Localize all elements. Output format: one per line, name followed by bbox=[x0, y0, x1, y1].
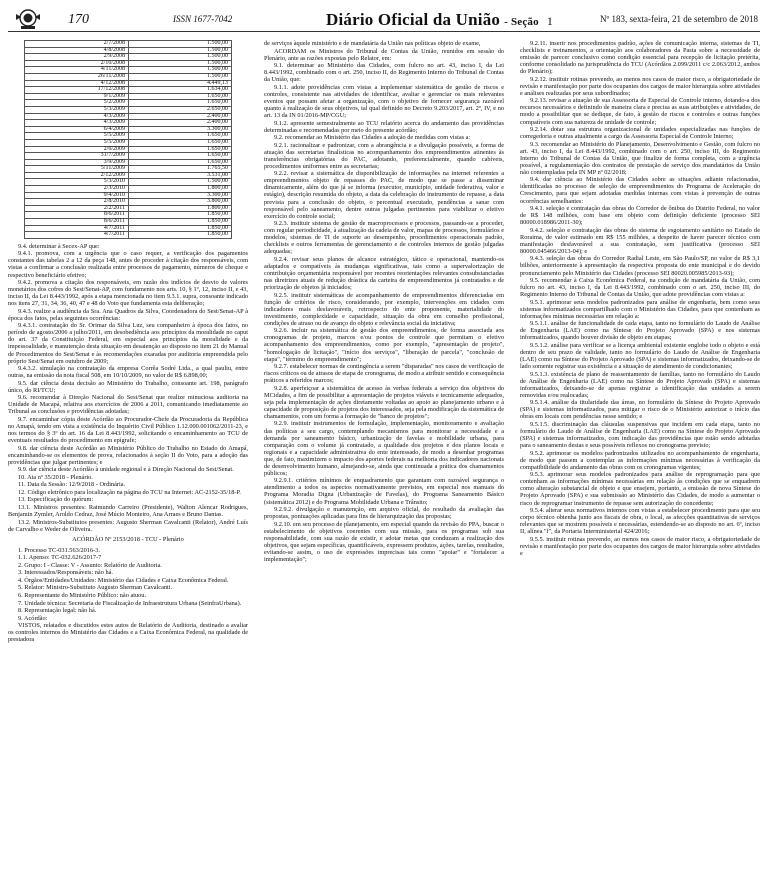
paragraph: 9.5.5. instituir rotinas prevendo, ao menos nos casos de maior risco, a obrigatoriedade de revisão e manifestação por parte dos ocupantes dos cargos de maior hierarquia sobre atividades e bbox=[520, 535, 760, 557]
payment-date: 4/11/2008 bbox=[25, 67, 129, 74]
paragraph: 9.2.9.1. critérios mínimos de enquadramento que garantam com razoável segurança o atendimento a todos os aspectos normativamente previstos, em especial nos manuais do Programa Moradia Digna (Urbanização de Favelas), do Programa Saneamento Básico (sistemática 2012) e do Programa Mobilidade Urbana e Trânsito; bbox=[264, 477, 504, 506]
table-row bbox=[25, 212, 232, 219]
table-row bbox=[25, 199, 232, 206]
paragraph: 9.2.3. instituir sistema de gestão de macroprocessos e processos, passando-se a proceder, com regular periodicidade, à atualização da cadeia de valor, mapas de processos, formulários e modelos, sistemas de TI de suporte ao desempenho, procedimentos operacionais padrão, checklists e outros ferramentas de gerenciamento e de controles internos de gestão julgadas adequadas; bbox=[264, 220, 504, 256]
paragraph: 3. Interessados/Responsáveis: não há. bbox=[18, 569, 113, 577]
paragraph: 9.1.1. adote providências com vistas a implementar sistemática de gestão de riscos e controles, consistente nas atividades de identificar, avaliar e gerenciar os mais relevantes eventos que possam afetar a organização, com o objetivo de fornecer segurança razoável quanto à realização de seus objetivos, tal qual definido no Decreto 9.203/2017, art. 2º, IV, e no art. 13 da IN 01/2016-MP/CGU; bbox=[264, 83, 504, 119]
paragraph: 9.2.10. em seu processo de planejamento, em especial quando da revisão do PPA, buscar o estabelecimento de objetivos coerentes com sua missão, para os programas sob sua responsabilidade, com sua razão de existir, e adotar metas que conduzam a realização dos objetivos, que sejam específicas, quantificáveis, expressem produtos, ações, tarefas, resultados, evitando-se assim, o uso de expressões imprecisas tais como "apoiar" e "fortalecer a implementação"; bbox=[264, 520, 504, 563]
table-row bbox=[25, 67, 232, 74]
payment-date: 5/3/2009 bbox=[25, 106, 129, 113]
paragraph: 9.3. recomendar ao Ministério do Planejamento, Desenvolvimento e Gestão, com fulcro no art. 43, inciso I, da Lei 8.443/1992, combinado com o art. 250, inciso III, do Regimento Interno do Tribunal de Contas da União, que finalize de forma completa, com a urgência possível, a regulamentação dos contratos de prestação de serviço dos mandatários da União não contempladas pela IN MP nº 02/2018; bbox=[520, 140, 760, 176]
payment-date: 5/5/2009 bbox=[25, 133, 129, 140]
paragraph: 7. Unidade técnica: Secretaria de Fiscalização de Infraestrutura Urbana (SeinfraUrbana). bbox=[18, 599, 242, 607]
newspaper-title bbox=[326, 10, 553, 30]
paragraph: 9.5.4. alterar seus normativos internos com vistas a estabelecer procedimento para que seu corpo técnico obtenha junto aos fiscais de obra, o local, as afecções quantitativas de serviços relevantes que se mostrem possíveis e necessárias, estendendo-se ao disposto no art. 6º, inciso II, alínea "f", da Portaria Interministerial 424/2016; bbox=[520, 507, 760, 536]
paragraph: 9.1. determinar ao Ministério das Cidades, com fulcro no art. 43, inciso I, da Lei 8.443/1992, combinado com o art. 250, inciso II, do Regimento Interno do Tribunal de Contas da União, que: bbox=[264, 62, 504, 84]
paragraph: 8. Representação legal: não há. bbox=[18, 607, 97, 615]
table-row bbox=[25, 166, 232, 173]
paragraph: 9.2.13. revisar a atuação de sua Assessoria de Especial de Controle interno, dotando-a dos recursos necessários e definindo de maneira clara e precisa as suas atribuições e atividades, de modo a possibilitar que se dedique, de fato, à gestão de riscos e controles e outras funções compatíveis com sua natureza de unidade de controle; bbox=[520, 97, 760, 126]
table-row bbox=[25, 159, 232, 166]
table-row bbox=[25, 80, 232, 87]
paragraph: 9.4.3. realize a audiência da Sra. Ana Quadros da Silva, Coordenadora do Sest/Senat-AP à época dos fatos, pelas seguintes ocorrências: bbox=[8, 307, 248, 322]
section-number: 1 bbox=[546, 14, 554, 28]
paragraph: 9.2.11. inserir nos procedimentos padrão, ações de comunicação interna, sistemas de TI, checklists e treinamentos, a orientação aos colaboradores da Pasta sobre a necessidade de emissão de parecer conclusivo como condição essencial para recepção de licitação pretérita, conforme consolidado na jurisprudência do TCU (Acórdãos 2.099/2011 c/c 2.063/2012, ambos do Plenário); bbox=[520, 40, 760, 76]
paragraph: ACORDAM os Ministros do Tribunal de Contas da União, reunidos em sessão do Plenário, ante as razões expostas pelo Relator, em: bbox=[264, 47, 504, 62]
payment-date: 2/12/2009 bbox=[25, 172, 129, 179]
payment-date: 9/1/2009 bbox=[25, 93, 129, 100]
payment-value: 2.400,00 bbox=[129, 113, 232, 120]
col1-paragraphs bbox=[8, 243, 248, 533]
paragraph: 6. Representante do Ministério Público: não atuou. bbox=[18, 592, 147, 600]
payment-value: 1.850,00 bbox=[129, 219, 232, 226]
table-row bbox=[25, 133, 232, 140]
payment-value: 3.531,00 bbox=[129, 172, 232, 179]
page-header bbox=[8, 8, 760, 32]
payment-date: 17/12/2008 bbox=[25, 87, 129, 94]
paragraph: 9.5.1.2. análise para verificar se a licença ambiental existente englobe todo o objeto e está dentro de seu prazo de validade, tanto no formulário do Laudo de Análise de Engenharia (LAE) como na Síntese do Projeto Aprovado (SPA) e sistemas informatizados, deixando-se de lado somente registrar sua existência e a situação de atendimento de condicionantes; bbox=[520, 341, 760, 371]
payment-value: 1.850,00 bbox=[129, 225, 232, 232]
payment-value: 2.650,00 bbox=[129, 106, 232, 113]
payment-date: 2/2/2011 bbox=[25, 205, 129, 212]
payment-date: 6/4/2009 bbox=[25, 126, 129, 133]
paragraph: 9.2. recomendar ao Ministério das Cidades a adoção de medidas com vistas a: bbox=[274, 134, 471, 142]
payment-value: 4.449,13 bbox=[129, 80, 232, 87]
paragraph: 9.4.2. seleção e contratação das obras do sistema de esgotamento sanitário no Estado de Roraima, de valor estimado em R$ 155 milhões, a despeito de haver parecer técnico com manifestação desfavorável a sua contratação, sem justificativa (processo SEI 80000.045466/2013-04); e bbox=[520, 226, 760, 255]
paragraph: 9.5. dar ciência desta decisão ao Ministério do Trabalho, consoante art. 198, parágrafo único, do RI/TCU; bbox=[8, 379, 248, 394]
column-1 bbox=[8, 40, 248, 874]
payment-value: 1.500,00 bbox=[129, 47, 232, 54]
paragraph: 9.5.1.3. existência de plano de reassentamento de famílias, tanto no formulário do Laudo de Análise de Engenharia (LAE) como na Síntese do Projeto Aprovado (SPA) e sistemas informatizados, deixando-se de apenas registrar a identificação das unidades a serem removidas e/ou realocadas; bbox=[520, 370, 760, 399]
paragraph: 9.4.2. promova a citação dos responsáveis, em razão dos indícios de desvio de valores monetários dos cofres do Sest/Senat-AP, com fundamento nos arts. 10, § 1º, 12, inciso II, e 43, inciso II, da Lei 8.443/1992, após a etapa mencionada no item 9.3.1. supra, consoante indicado nos itens 27, 31, 34, 36, 40, 47 e 48 do Voto que fundamenta esta deliberação; bbox=[8, 279, 248, 308]
paragraph: 2. Grupo: I - Classe: V - Assunto: Relatório de Auditoria. bbox=[18, 561, 162, 569]
table-row bbox=[25, 186, 232, 193]
table-row bbox=[25, 172, 232, 179]
payment-value: 1.500,00 bbox=[129, 54, 232, 61]
payment-value: 1.500,00 bbox=[129, 41, 232, 48]
table-row bbox=[25, 87, 232, 94]
page-number: 170 bbox=[68, 12, 89, 27]
paragraph: 9.5.3. aprimorar seus modelos padronizados para análise de reprogramação para que contenham as informações mínimas necessárias em relação às condições que se enquadrem como alteração substancial de objeto e que ensejem, portanto, a emissão de nova Síntese do Projeto Aprovado (SPA) e sua submissão ao Ministério das Cidades, de modo a aumentar o risco de reprogramar instrumento de repasse sem autorização do concedente; bbox=[520, 471, 760, 507]
payment-date: 2/6/2009 bbox=[25, 146, 129, 153]
table-row bbox=[25, 225, 232, 232]
paragraph: 9.4. dar ciência ao Ministério das Cidades sobre as situações adiante relacionadas, identificadas no processo de seleção de empreendimentos do Programa de Aceleração do Crescimento, para que sejam adotadas medidas internas com vistas à prevenção de outras ocorrências semelhantes: bbox=[520, 176, 760, 205]
issn-label: ISSN 1677-7042 bbox=[173, 14, 233, 24]
payment-date: 2/8/2010 bbox=[25, 199, 129, 206]
paragraph: 9.5. recomendar à Caixa Econômica Federal, na condição de mandatária da União, com fulcro no art. 43, inciso I, da Lei 8.443/1992, combinado com o art. 250, inciso III, do Regimento Interno do Tribunal de Contas da União, que adote providências com vistas a: bbox=[520, 277, 760, 299]
payment-date: 2/10/2008 bbox=[25, 60, 129, 67]
paragraph: 9.4. determinar à Secex-AP que: bbox=[18, 242, 100, 250]
payment-value: 1.650,00 bbox=[129, 133, 232, 140]
table-row bbox=[25, 146, 232, 153]
payment-value: 2.400,00 bbox=[129, 120, 232, 127]
paragraph: 1.1. Apenso: TC-032.626/2017-7 bbox=[18, 554, 102, 562]
table-row bbox=[25, 139, 232, 146]
payment-date: 2/7/2008 bbox=[25, 41, 129, 48]
payment-date: 3/9/2009 bbox=[25, 159, 129, 166]
payment-value: 1.650,00 bbox=[129, 153, 232, 160]
paragraph: 9.5.2. aprimorar os modelos padronizados utilizados no acompanhamento de engenharia, de modo que passem a contemplar as informações mínimas necessárias à verificação da compatibilidade do andamento das obras com os cronogramas vigentes; bbox=[520, 449, 760, 471]
payment-date: 4/3/2009 bbox=[25, 120, 129, 127]
paragraph: 9.5.1. aprimorar seus modelos padronizados para análise de engenharia, bem como seus sistemas informatizados compartilhado com o Ministério das Cidades, para que contenham as informações mínimas necessárias em relação a: bbox=[520, 298, 760, 320]
table-row bbox=[25, 54, 232, 61]
paragraph: 9.4.3.1. contratação do Sr. Orimar da Silva Luz, seu companheiro à época dos fatos, no período de agosto/2006 a julho/2011, em desobediência aos princípios da moralidade no caput do art. 37 da Constituição Federal, em especial aos princípios da moralidade e da impessoalidade, e manutenção desta situação em desatenção ao disposto no item 21 do Manual de Procedimentos do Sest/Senat e às recomendações exaradas por auditoria empreendida pelo próprio Sest/Senat em outubro de 2009; bbox=[8, 322, 248, 365]
section-label: - Seção bbox=[504, 16, 539, 28]
payment-value: 1.850,00 bbox=[129, 212, 232, 219]
payment-value: 1.800,00 bbox=[129, 186, 232, 193]
payment-date: 8/6/2011 bbox=[25, 212, 129, 219]
paragraph: 9.5.1.1. análise de funcionalidade de cada etapa, tanto no formulário do Laudo de Análise de Engenharia (LAE) como na Síntese do Projeto Aprovado (SPA) e nos sistemas informatizados, quando houver divisão de objeto em etapas; bbox=[520, 320, 760, 342]
paragraph: 9.7. encaminhar cópia deste Acórdão ao Procurador-Chefe da Procuradoria da República no Amapá, tendo em vista a existência do Inquérito Civil Público 1.12.000.001062/2011-23, e nos termos do § 3º do art. 16 da Lei 8.443/1992, solicitando o encaminhamento ao TCU de eventuais resultados do procedimento em epígrafe; bbox=[8, 415, 248, 445]
table-row bbox=[25, 179, 232, 186]
table-row bbox=[25, 106, 232, 113]
paragraph: 9.2.14. dotar sua estrutura organizacional de unidades especializadas nas funções de corregedoria e outras atualmente a cargo da Assessoria Especial de Controle Interno; bbox=[520, 126, 760, 141]
paragraph: 12. Código eletrônico para localização na página do TCU na Internet: AC-2152-35/18-P. bbox=[18, 488, 241, 496]
paragraph: 9.4.1. promova, com a urgência que o caso requer, a verificação dos pagamentos constantes das tabelas 2 a 12 da peça 148, antes de proceder à citação dos responsáveis, com vistas a confirmar a conclusão realizada entre processos de pagamento, números de cheque e respectivo beneficiário efetivo; bbox=[8, 250, 248, 279]
payment-date: 4/7/2011 bbox=[25, 225, 129, 232]
payment-value: 1.500,00 bbox=[129, 67, 232, 74]
paragraph: 9.2.6. incluir na sistemática de gestão dos empreendimentos, de forma associada aos cronogramas de projeto, marcos e/ou pontos de controle que permitam o efetivo acompanhamento dos empreendimentos, como por exemplo, "apresentação de projeto", "homologação de licitação", "início dos serviços", "liberação de parcela", "conclusão de etapa", "término do empreendimento"; bbox=[264, 327, 504, 363]
acordao-title: ACÓRDÃO Nº 2153/2018 - TCU - Plenário bbox=[72, 536, 184, 544]
payment-date: 2/3/2010 bbox=[25, 186, 129, 193]
payment-value: 1.500,00 bbox=[129, 60, 232, 67]
paragraph: 9.2.7. estabelecer normas de contingência a serem "disparadas" nos casos de verificação de riscos críticos ou de atrasos de etapa de cronograma, de modo a atribuir sentido e consequência práticos a referidos marcos; bbox=[264, 363, 504, 385]
table-row bbox=[25, 41, 232, 48]
paragraph: 9.9. dar ciência deste Acórdão à unidade regional e à Direção Nacional do Sest/Senat. bbox=[18, 466, 234, 474]
paragraph: 9.4.1. seleção e contratação das obras do Corredor de ônibus do Distrito Federal, no valor de R$ 148 milhões, com base em objeto com definição deficiente (processo SEI 80000.018986/2011-30); bbox=[520, 205, 760, 227]
table-row bbox=[25, 232, 232, 239]
payment-date: 5/3/2010 bbox=[25, 179, 129, 186]
paragraph: 9.6. recomendar à Direção Nacional do Sest/Senat que realize minuciosa auditoria na Unidade de Macapá, relativa aos exercícios de 2006 a 2011, comunicando imediatamente ao Tribunal as conclusões e providências adotadas; bbox=[8, 394, 248, 416]
payment-value: 1.500,00 bbox=[129, 73, 232, 80]
payment-date: 26/11/2008 bbox=[25, 73, 129, 80]
paragraph: 11. Data da Sessão: 12/9/2018 - Ordinária. bbox=[18, 481, 126, 489]
payment-value: 1.800,00 bbox=[129, 205, 232, 212]
table-row bbox=[25, 113, 232, 120]
paragraph: 9.2.9.2. divulgação e manutenção, em arquivo oficial, do resultado da avaliação das propostas, pontuações aplicadas para fins de hierarquização das propostas; bbox=[264, 506, 504, 521]
table-row bbox=[25, 120, 232, 127]
paragraph: 10. Ata nº 35/2018 - Plenário. bbox=[18, 473, 93, 481]
table-row bbox=[25, 47, 232, 54]
paragraph: VISTOS, relatados e discutidos estes autos de Relatório de Auditoria, destinado a avaliar os controles internos do Ministério das Cidades e a Caixa Econômica Federal, na qualidade de prestadora bbox=[8, 622, 248, 644]
payment-value: 3.300,00 bbox=[129, 126, 232, 133]
column-3 bbox=[520, 40, 760, 874]
paragraph: 9.2.2. revisar a sistemática de disponibilização de informações na internet referentes a empreendimentos objeto de repasses do PAC, de modo que se passe a disseminar dinamicamente, além do que já se informa (executor, município, unidade federativa, valor e estágio), descrição resumida do objeto, a data da celebração do instrumento de repasse, a data prevista para a conclusão do objeto, o percentual executado, pendências a sanar com responsável pelo saneamento, dentre outras julgadas pertinentes para viabilizar o efetivo exercício do controle social; bbox=[264, 170, 504, 220]
payment-value: 1.850,00 bbox=[129, 232, 232, 239]
table-row bbox=[25, 100, 232, 107]
paragraph: 5. Relator: Ministro-Substituto Augusto Sherman Cavalcanti. bbox=[18, 584, 173, 592]
payment-date: 31/7/2009 bbox=[25, 153, 129, 160]
payment-value: 1.634,00 bbox=[129, 87, 232, 94]
payment-value: 1.650,00 bbox=[129, 100, 232, 107]
payment-date: 2/9/2008 bbox=[25, 54, 129, 61]
payment-date: 5/2/2009 bbox=[25, 100, 129, 107]
payments-table bbox=[24, 40, 232, 239]
paragraph: 1. Processo TC-031.563/2016-3. bbox=[18, 546, 100, 554]
payment-value: 3.800,00 bbox=[129, 199, 232, 206]
payment-value: 3.300,00 bbox=[129, 192, 232, 199]
payment-date: 4/3/2009 bbox=[25, 113, 129, 120]
paragraph: 13. Especificação do quórum: bbox=[18, 496, 94, 504]
paragraph: 9.4.3.2. simulação na contratação da empresa Corrêa Sodré Ltda., a qual pauliu, entre outras, na emissão da nota fiscal 508, em 10/10/2009, no valor de R$ 6.898,00; bbox=[8, 365, 248, 380]
column-2 bbox=[264, 40, 504, 874]
paragraph: 9.2.5. instituir sistemáticas de acompanhamento de empreendimentos diferenciadas em função de critérios de risco, considerando, por exemplo, intervenções em cidades com indicadores mais desfavoráveis, retrospecto do ente proponente, materialidade do investimento, complexidade e capacidade, situação da obra em conselho profissional, condições de atraso ou de avanço do objeto e relevância social da iniciativa; bbox=[264, 291, 504, 327]
payment-date: 9/4/2010 bbox=[25, 192, 129, 199]
paragraph: 9. Acórdão: bbox=[18, 614, 48, 622]
payment-value: 1.650,00 bbox=[129, 139, 232, 146]
payment-date: 5/5/2009 bbox=[25, 139, 129, 146]
table-row bbox=[25, 60, 232, 67]
paragraph: 9.4.3. seleção das obras do Corredor Radial Leste, em São Paulo/SP, no valor de R$ 3,1 bilhões, anteriormente à apresentação da respectiva proposta do ente municipal e do devido pronunciamento pelo Ministério das Cidades (processo SEI 80020.005985/2013-93); bbox=[520, 255, 760, 277]
paragraph: 13.1. Ministros presentes: Raimundo Carreiro (Presidente), Walton Alencar Rodrigues, Benjamin Zymler, Aroldo Cedraz, José Múcio Monteiro, Ana Arraes e Bruno Dantas. bbox=[8, 504, 248, 519]
col3-paragraphs bbox=[520, 40, 760, 557]
title-text: Diário Oficial da União bbox=[326, 10, 501, 29]
col2-paragraphs bbox=[264, 40, 504, 563]
table-row bbox=[25, 73, 232, 80]
table-row bbox=[25, 192, 232, 199]
payment-date: 5/11/2009 bbox=[25, 166, 129, 173]
coat-of-arms-icon bbox=[12, 8, 44, 30]
payment-value: 1.765,50 bbox=[129, 166, 232, 173]
payment-value: 1.500,00 bbox=[129, 179, 232, 186]
col1b-paragraphs bbox=[8, 547, 248, 644]
paragraph: 9.5.1.5. discriminação das cláusulas suspensivas que incidem em cada etapa, tanto no formulário do Laudo de Análise de Engenharia (LAE) como na Síntese do Projeto Aprovado (SPA) e sistemas informatizados, com indicação das providências que estão sendo adotadas para o saneamento destas e seus possíveis reflexos no cronograma previsto; bbox=[520, 420, 760, 450]
payment-date: 8/6/2011 bbox=[25, 219, 129, 226]
paragraph: 9.2.4. revisar seus planos de alcance estratégico, tático e operacional, mantendo-os adaptados e compatíveis às mudanças significativas, tais como a supervalorização de contribuição orçamentária responsável por recentes reorientações relevantes consubstanciadas nas diretrizes atuais de redução drástica da carteira de empreendimentos já contratados e de priorização de objetos já iniciados; bbox=[264, 255, 504, 292]
table-row bbox=[25, 126, 232, 133]
payment-date: 4/8/2008 bbox=[25, 47, 129, 54]
payment-value: 1.650,00 bbox=[129, 146, 232, 153]
table-row bbox=[25, 205, 232, 212]
paragraph: 9.5.1.4. análise da titularidade das áreas, no formulário da Síntese do Projeto Aprovado (SPA) e sistemas informatizados, para mitigar o risco de o Ministério autorizar o início das obras em locais com pendências nesse sentido; e bbox=[520, 399, 760, 421]
paragraph: 9.2.8. aperfeiçoar a sistemática de acesso às verbas federais a serviço dos objetivos do MCidades, a fim de possibilitar a apresentação de projetos viáveis e tecnicamente adequados, seja pela implementação de ações diretamente voltadas ao apoio ao planejamento urbano e à capacidade de proposição de projetos dos interessados, seja pela modificação da sistemática de chamamentos, com um forma a formação de "banco de projetos"; bbox=[264, 384, 504, 420]
table-row bbox=[25, 153, 232, 160]
paragraph: 9.2.9. instituir instrumentos de formulação, implementação, monitoramento e avaliação das políticas a seu cargo, contemplando mecanismos para monitorar a necessidade e a demanda por saneamento básico, urbanização de favelas e mobilidade urbana, para comparação com o volume já contratado, a qualidade dos projetos e dos planos locais e regionais e a capacidade administrativa do ente interessado, de modo a desenhar programas que, de fato, maximizem o impacto dos aportes federais na melhoria dos indicadores nacionais de desenvolvimento humano, almejando-se, ainda que continuada a prática dos chamamentos públicos; bbox=[264, 420, 504, 477]
paragraph: 9.2.1. racionalizar e padronizar, com a abrangência e a divulgação possíveis, a forma de atuação das secretarias finalísticas no acompanhamento dos empreendimentos atinentes às transferências obrigatórias do PAC, adotando, preferencialmente, quando cabíveis, procedimentos uniformes entre as secretarias; bbox=[264, 141, 504, 170]
payment-value: 1.650,00 bbox=[129, 93, 232, 100]
payment-value: 1.650,00 bbox=[129, 159, 232, 166]
paragraph: 9.8. dar ciência deste Acórdão ao Ministério Público do Trabalho no Estado do Amapá, encaminhando-se os elementos de prova, relacionados à seção II do Voto, para a adoção das providências que julgar pertinentes; e bbox=[8, 444, 248, 466]
paragraph: 4. Órgãos/Entidades/Unidades: Ministério das Cidades e Caixa Econômica Federal. bbox=[18, 576, 229, 584]
paragraph: 9.2.12. instituir rotinas prevendo, ao menos nos casos de maior risco, a obrigatoriedade de revisão e manifestação por parte dos ocupantes dos cargos de maior hierarquia sobre atividades e análises realizadas por seus subordinados; bbox=[520, 75, 760, 97]
paragraph: 9.1.2. apresente semestralmente ao TCU relatório acerca do andamento das providências determinadas e recomendadas por meio do presente acórdão; bbox=[264, 119, 504, 134]
payment-date: 4/7/2011 bbox=[25, 232, 129, 239]
table-row bbox=[25, 219, 232, 226]
paragraph: 13.2. Ministros-Substitutos presentes: Augusto Sherman Cavalcanti (Relator), André Luís de Carvalho e Weder de Oliveira. bbox=[8, 518, 248, 533]
payment-date: 4/12/2008 bbox=[25, 80, 129, 87]
paragraph: de serviços àquele ministério e de mandatária da União nas políticas objeto de exame, bbox=[264, 40, 481, 47]
table-row bbox=[25, 93, 232, 100]
issue-info: Nº 183, sexta-feira, 21 de setembro de 2018 bbox=[600, 14, 758, 24]
